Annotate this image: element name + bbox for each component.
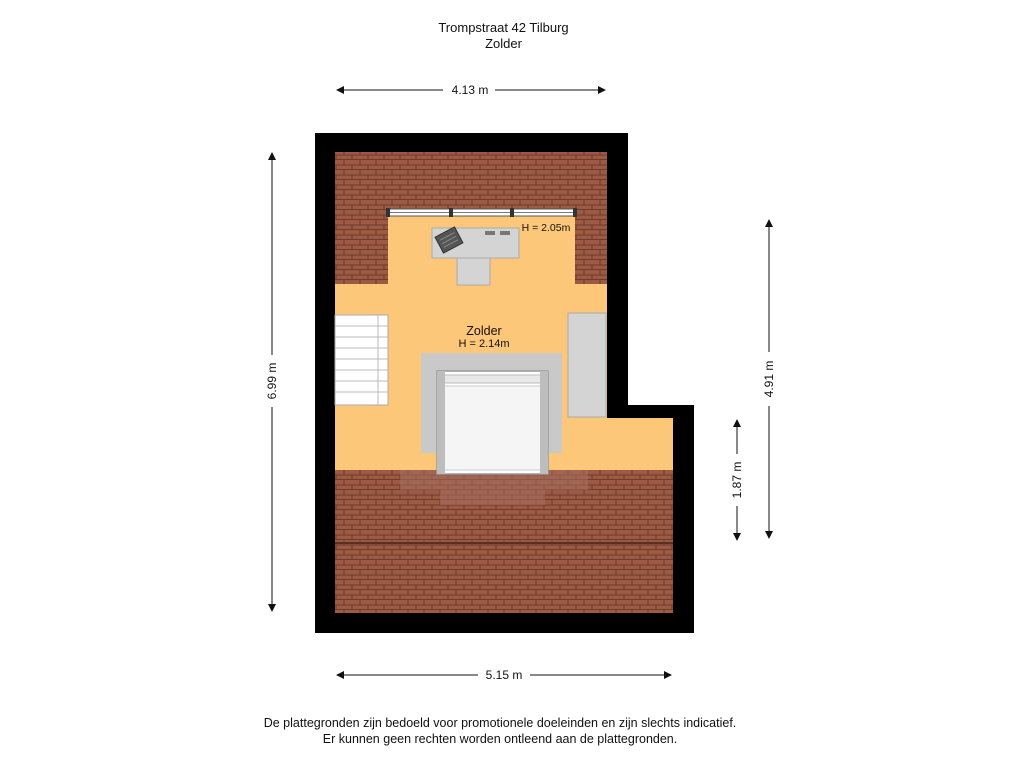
- dimension-left-label: 6.99 m: [265, 362, 279, 400]
- roof-top: [335, 152, 607, 212]
- roof-left: [335, 212, 388, 284]
- roof-right: [575, 212, 607, 284]
- floor-title: Zolder: [485, 36, 522, 51]
- dormer-window: [386, 208, 577, 217]
- disclaimer-line-2: Er kunnen geen rechten worden ontleend aan de plattegronden.: [322, 732, 678, 746]
- dimension-right-inner: [730, 420, 744, 540]
- dimension-right: [762, 220, 776, 538]
- dimension-bottom: [337, 668, 671, 682]
- dimension-right-inner-label: 1.87 m: [730, 461, 744, 499]
- disclaimer-line-1: De plattegronden zijn bedoeld voor promotionele doeleinden en zijn slechts indicatief.: [263, 716, 737, 730]
- bed: [437, 371, 548, 474]
- dimension-left: [265, 153, 279, 611]
- disclaimer: [0, 715, 1000, 747]
- dimension-top: [337, 83, 605, 97]
- wardrobe: [568, 313, 606, 417]
- address-title: Trompstraat 42 Tilburg: [438, 20, 569, 35]
- dimension-bottom-label: 5.15 m: [485, 668, 523, 682]
- dimension-top-label: 4.13 m: [451, 83, 489, 97]
- dormer-height: H = 2.05m: [521, 222, 571, 234]
- room-height: H = 2.14m: [458, 338, 510, 350]
- room-name: Zolder: [466, 324, 502, 338]
- dimension-right-label: 4.91 m: [762, 360, 776, 398]
- staircase: [335, 315, 388, 405]
